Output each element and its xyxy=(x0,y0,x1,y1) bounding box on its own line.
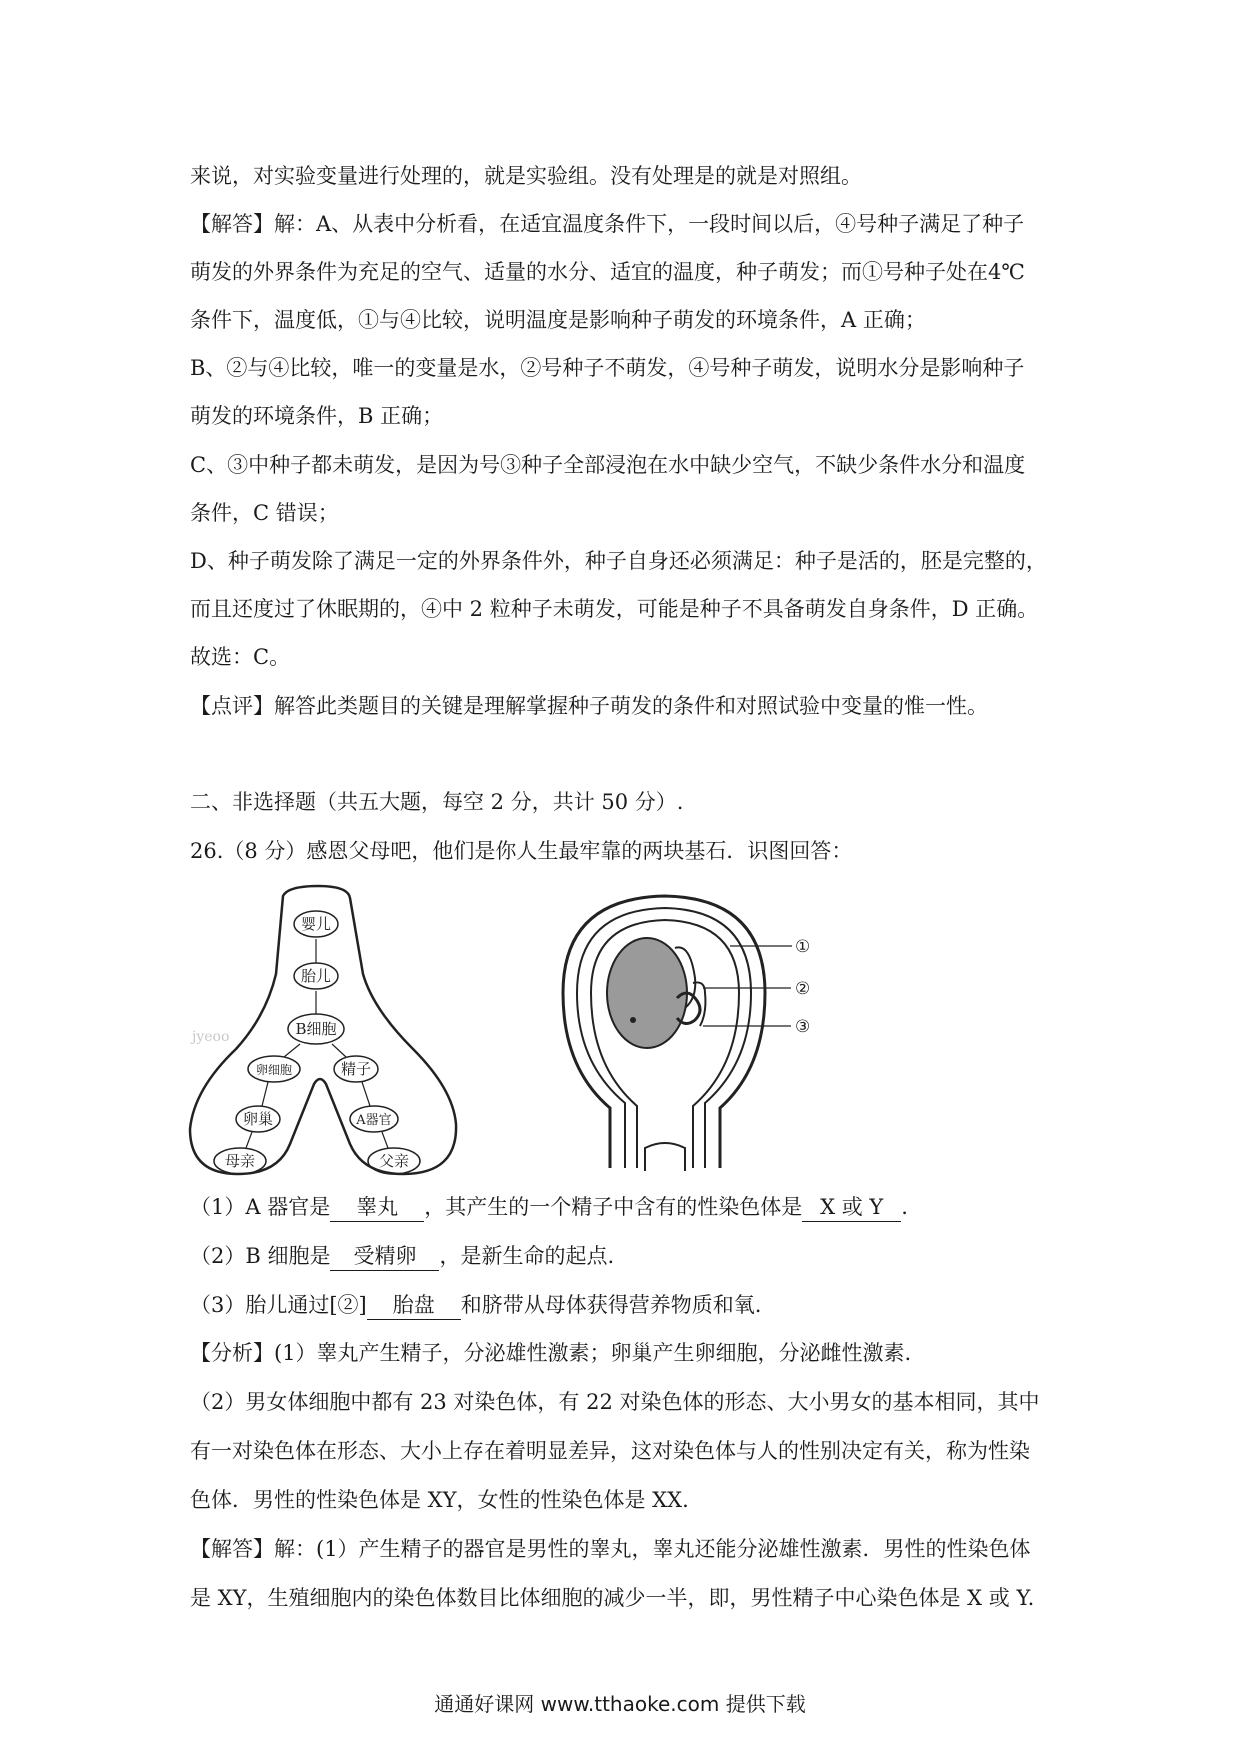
q2-answer: 受精卵 xyxy=(330,1242,439,1271)
label-egg-cell: 卵细胞 xyxy=(255,1063,293,1077)
text-line: D、种子萌发除了满足一定的外界条件外，种子自身还必须满足：种子是活的，胚是完整的， xyxy=(190,549,1047,573)
analysis-line: 【分析】(1）睾丸产生精子，分泌雄性激素；卵巢产生卵细胞，分泌雌性激素. xyxy=(190,1341,912,1365)
text-line: 来说，对实验变量进行处理的，就是实验组。没有处理是的就是对照组。 xyxy=(190,164,862,188)
q2-suffix: ，是新生命的起点. xyxy=(439,1244,615,1268)
q1-answer-organ: 睾丸 xyxy=(330,1193,424,1222)
uterus-fetus-diagram xyxy=(555,888,815,1173)
q3-prefix: （3）胎儿通过[②] xyxy=(190,1293,367,1317)
section-heading: 二、非选择题（共五大题，每空 2 分，共计 50 分）. xyxy=(190,790,684,814)
text-line: 【解答】解：A、从表中分析看，在适宜温度条件下，一段时间以后，④号种子满足了种子 xyxy=(190,212,1025,236)
label-ovary: 卵巢 xyxy=(242,1110,274,1128)
label-mother: 母亲 xyxy=(224,1152,256,1170)
label-baby: 婴儿 xyxy=(300,915,332,933)
label-father: 父亲 xyxy=(378,1152,410,1170)
label-fetus: 胎儿 xyxy=(300,967,332,985)
text-line: 萌发的外界条件为充足的空气、适量的水分、适宜的温度，种子萌发；而①号种子处在4℃ xyxy=(190,260,1025,284)
solution-line: 是 XY，生殖细胞内的染色体数目比体细胞的减少一半，即，男性精子中心染色体是 X 或 Y. xyxy=(190,1586,1035,1610)
q2-prefix: （2）B 细胞是 xyxy=(190,1244,331,1268)
q1-answer-chromosome: X 或 Y xyxy=(802,1193,901,1222)
marker-1: ① xyxy=(795,937,811,957)
question-3 xyxy=(190,1291,761,1320)
q3-suffix: 和脐带从母体获得营养物质和氧. xyxy=(460,1293,762,1317)
q1-middle: ，其产生的一个精子中含有的性染色体是 xyxy=(424,1195,803,1219)
question-1 xyxy=(190,1193,908,1222)
text-line: B、②与④比较，唯一的变量是水，②号种子不萌发，④号种子萌发，说明水分是影响种子 xyxy=(190,356,1025,380)
q3-answer: 胎盘 xyxy=(367,1291,461,1320)
q1-prefix: （1）A 器官是 xyxy=(190,1195,331,1219)
text-line: 【点评】解答此类题目的关键是理解掌握种子萌发的条件和对照试验中变量的惟一性。 xyxy=(190,694,988,718)
label-sperm: 精子 xyxy=(340,1060,372,1078)
text-line: 而且还度过了休眠期的，④中 2 粒种子未萌发，可能是种子不具备萌发自身条件，D 正确。 xyxy=(190,597,1039,621)
label-a-organ: A器官 xyxy=(356,1113,392,1128)
text-line: 条件，C 错误； xyxy=(190,501,339,525)
page-footer: 通通好课网 www.tthaoke.com 提供下载 xyxy=(434,1692,806,1716)
marker-2: ② xyxy=(795,979,811,999)
question-title: 26.（8 分）感恩父母吧，他们是你人生最牢靠的两块基石．识图回答： xyxy=(190,839,853,863)
text-line: 萌发的环境条件，B 正确； xyxy=(190,404,444,428)
analysis-line: （2）男女体细胞中都有 23 对染色体，有 22 对染色体的形态、大小男女的基本相同，其中 xyxy=(190,1390,1040,1414)
analysis-line: 色体．男性的性染色体是 XY，女性的性染色体是 XX. xyxy=(190,1488,689,1512)
q1-suffix: . xyxy=(901,1195,908,1219)
diagram-watermark: jyeoo xyxy=(192,1029,230,1045)
question-2 xyxy=(190,1242,614,1271)
text-line: C、③中种子都未萌发，是因为号③种子全部浸泡在水中缺少空气，不缺少条件水分和温度 xyxy=(190,453,1026,477)
text-line: 条件下，温度低，①与④比较，说明温度是影响种子萌发的环境条件，A 正确； xyxy=(190,308,926,332)
analysis-line: 有一对染色体在形态、大小上存在着明显差异，这对染色体与人的性别决定有关，称为性染 xyxy=(190,1439,1030,1463)
reproduction-flow-diagram xyxy=(188,884,478,1184)
label-b-cell: B细胞 xyxy=(295,1020,337,1038)
text-line: 故选：C。 xyxy=(190,645,291,669)
solution-line: 【解答】解：(1）产生精子的器官是男性的睾丸，睾丸还能分泌雄性激素．男性的性染色体 xyxy=(190,1537,1031,1561)
marker-3: ③ xyxy=(795,1017,811,1037)
